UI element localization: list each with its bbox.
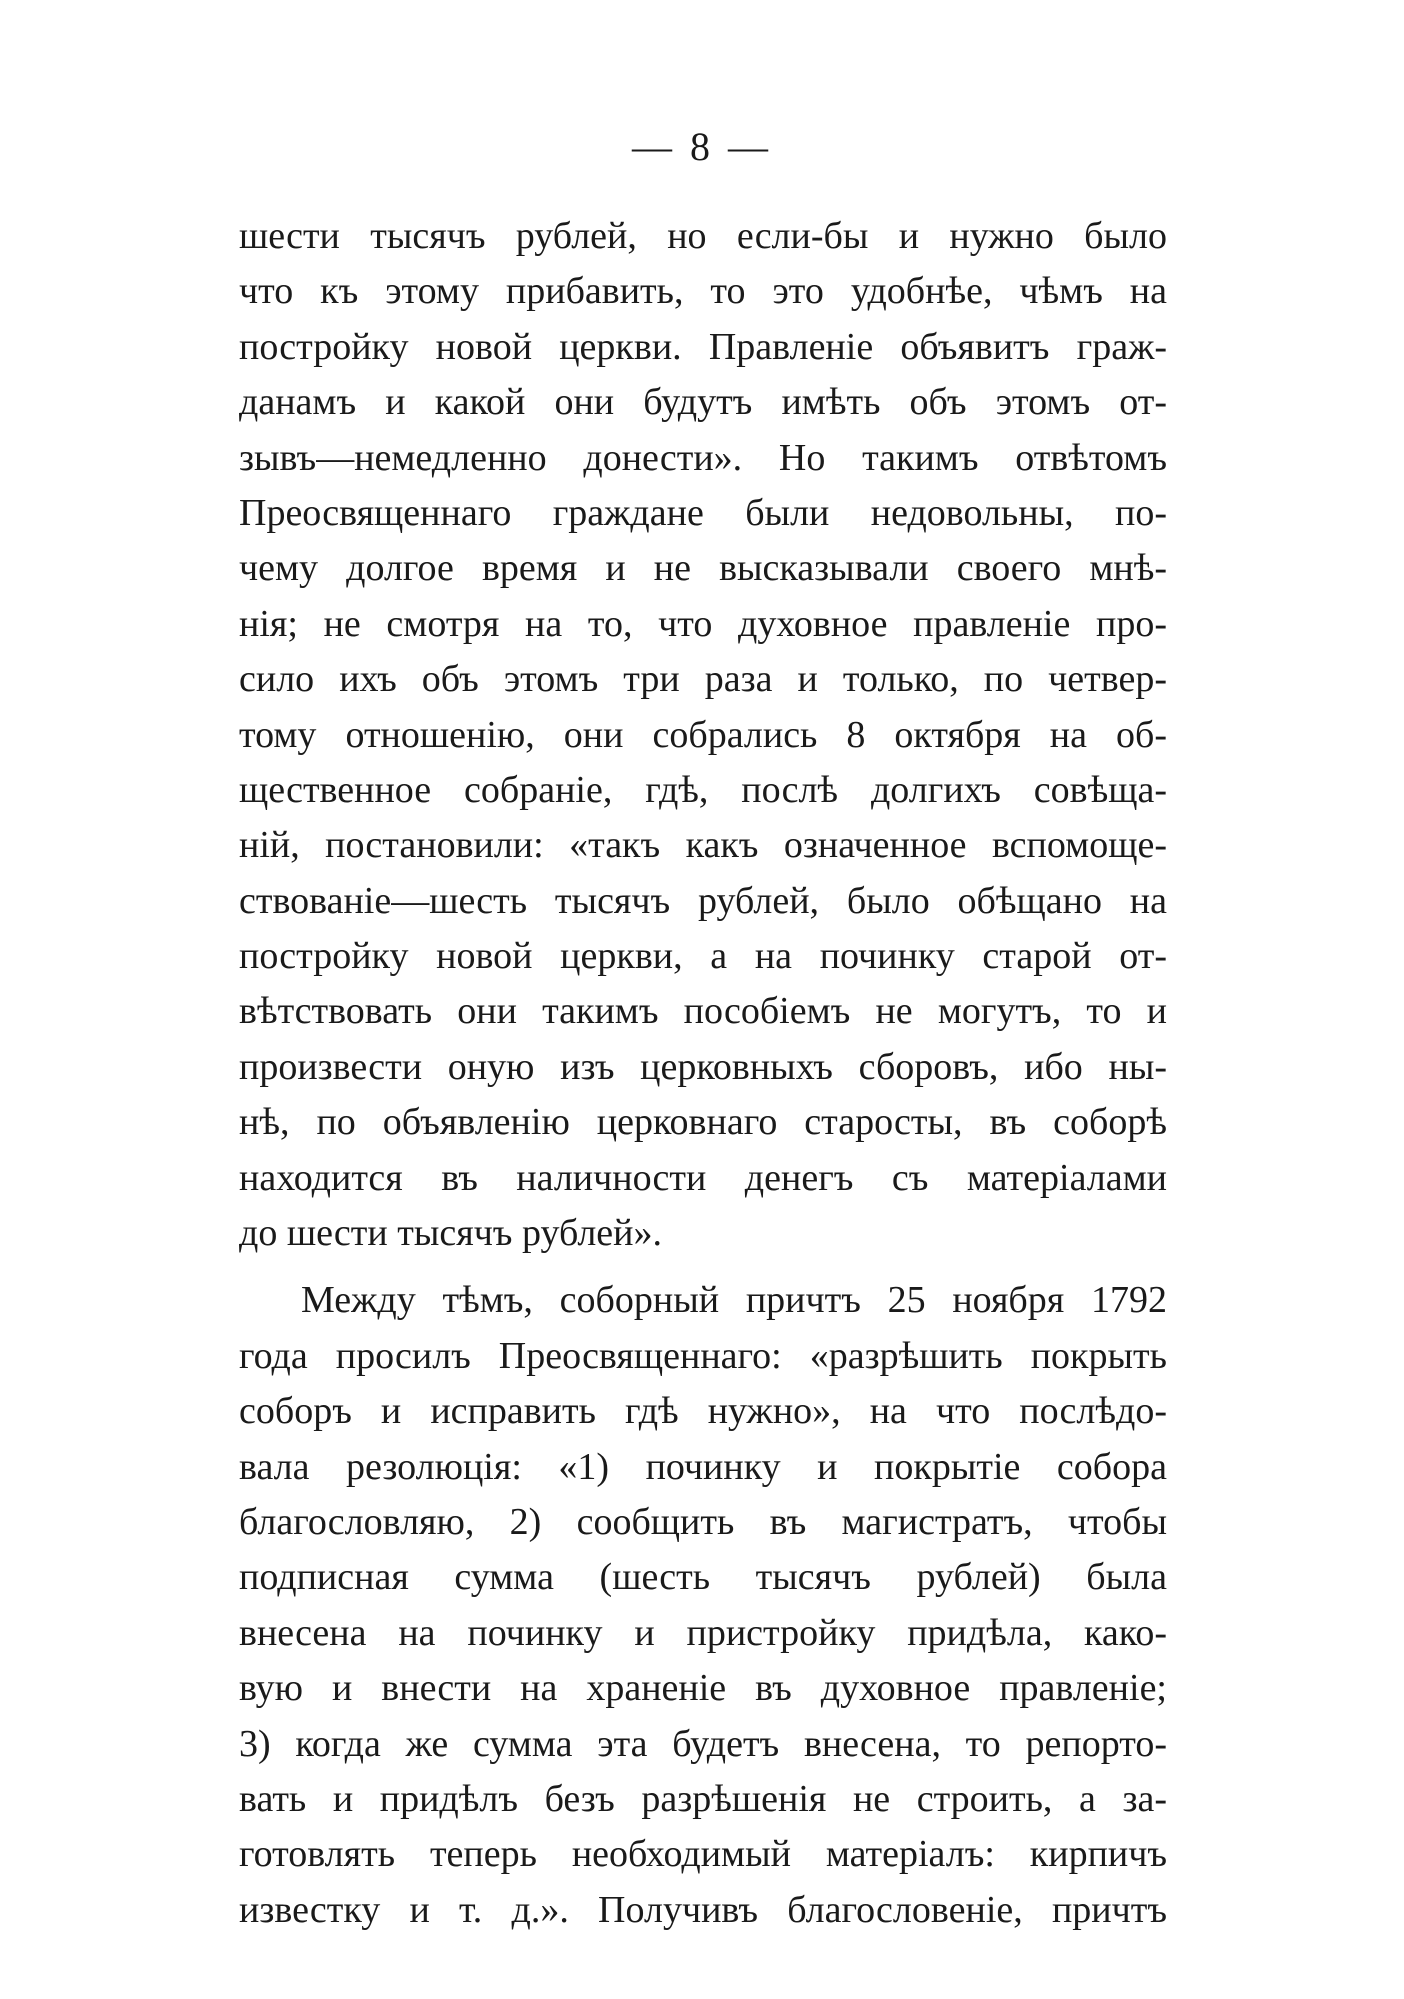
text-line: Преосвященнаго граждане были недовольны, по- (239, 491, 1167, 534)
text-line: ній, постановили: «такъ какъ означенное вспомоще- (239, 824, 1167, 867)
text-line: нѣ, по объявленію церковнаго старосты, въ соборѣ (239, 1101, 1167, 1144)
text-line: сило ихъ объ этомъ три раза и только, по четвер- (239, 658, 1167, 701)
text-line: ствованіе—шесть тысячъ рублей, было обѣщано на (239, 879, 1167, 922)
text-line: до шести тысячъ рублей». (239, 1212, 663, 1255)
paragraph-1 (239, 209, 1167, 1261)
text-line: вую и внести на храненіе въ духовное правленіе; (239, 1667, 1167, 1710)
text-line: постройку новой церкви. Правленіе объявитъ граж- (239, 325, 1167, 368)
text-line: внесена на починку и пристройку придѣла, како- (239, 1611, 1167, 1654)
paragraph-2 (239, 1273, 1167, 1938)
paragraph-gap (239, 1261, 1167, 1273)
text-line: нія; не смотря на то, что духовное правленіе про- (239, 602, 1167, 645)
text-line: щественное собраніе, гдѣ, послѣ долгихъ совѣща- (239, 768, 1167, 811)
text-line: вала резолюція: «1) починку и покрытіе собора (239, 1445, 1167, 1488)
text-line: постройку новой церкви, а на починку старой от- (239, 935, 1167, 978)
page-number: — 8 — (632, 124, 772, 169)
text-line: шести тысячъ рублей, но если-бы и нужно было (239, 215, 1167, 257)
text-line: тому отношенію, они собрались 8 октября на об- (239, 713, 1167, 756)
text-line: чему долгое время и не высказывали своего мнѣ- (239, 547, 1167, 590)
text-line: Между тѣмъ, соборный причтъ 25 ноября 1792 (301, 1279, 1167, 1322)
text-line: вѣтствовать они такимъ пособіемъ не могутъ, то и (239, 990, 1167, 1033)
text-line: 3) когда же сумма эта будетъ внесена, то репорто- (239, 1722, 1167, 1765)
text-line: года просилъ Преосвященнаго: «разрѣшить покрыть (239, 1334, 1167, 1377)
text-line: готовлять теперь необходимый матеріалъ: кирпичъ (239, 1833, 1167, 1876)
text-line: вать и придѣлъ безъ разрѣшенія не строить, а за- (239, 1777, 1167, 1820)
text-line: подписная сумма (шесть тысячъ рублей) была (239, 1556, 1167, 1599)
text-line: что къ этому прибавить, то это удобнѣе, чѣмъ на (239, 270, 1167, 313)
text-line: благословляю, 2) сообщить въ магистратъ, чтобы (239, 1500, 1167, 1543)
text-line: произвести оную изъ церковныхъ сборовъ, ибо ны- (239, 1045, 1167, 1088)
text-line: известку и т. д.». Получивъ благословеніе, причтъ (239, 1888, 1167, 1931)
text-line: зывъ—немедленно донести». Но такимъ отвѣтомъ (239, 436, 1167, 479)
text-line: соборъ и исправить гдѣ нужно», на что послѣдо- (239, 1390, 1167, 1433)
text-line: находится въ наличности денегъ съ матеріалами (239, 1156, 1167, 1199)
body-text (239, 209, 1167, 1938)
text-line: данамъ и какой они будутъ имѣть объ этомъ от- (239, 381, 1167, 424)
